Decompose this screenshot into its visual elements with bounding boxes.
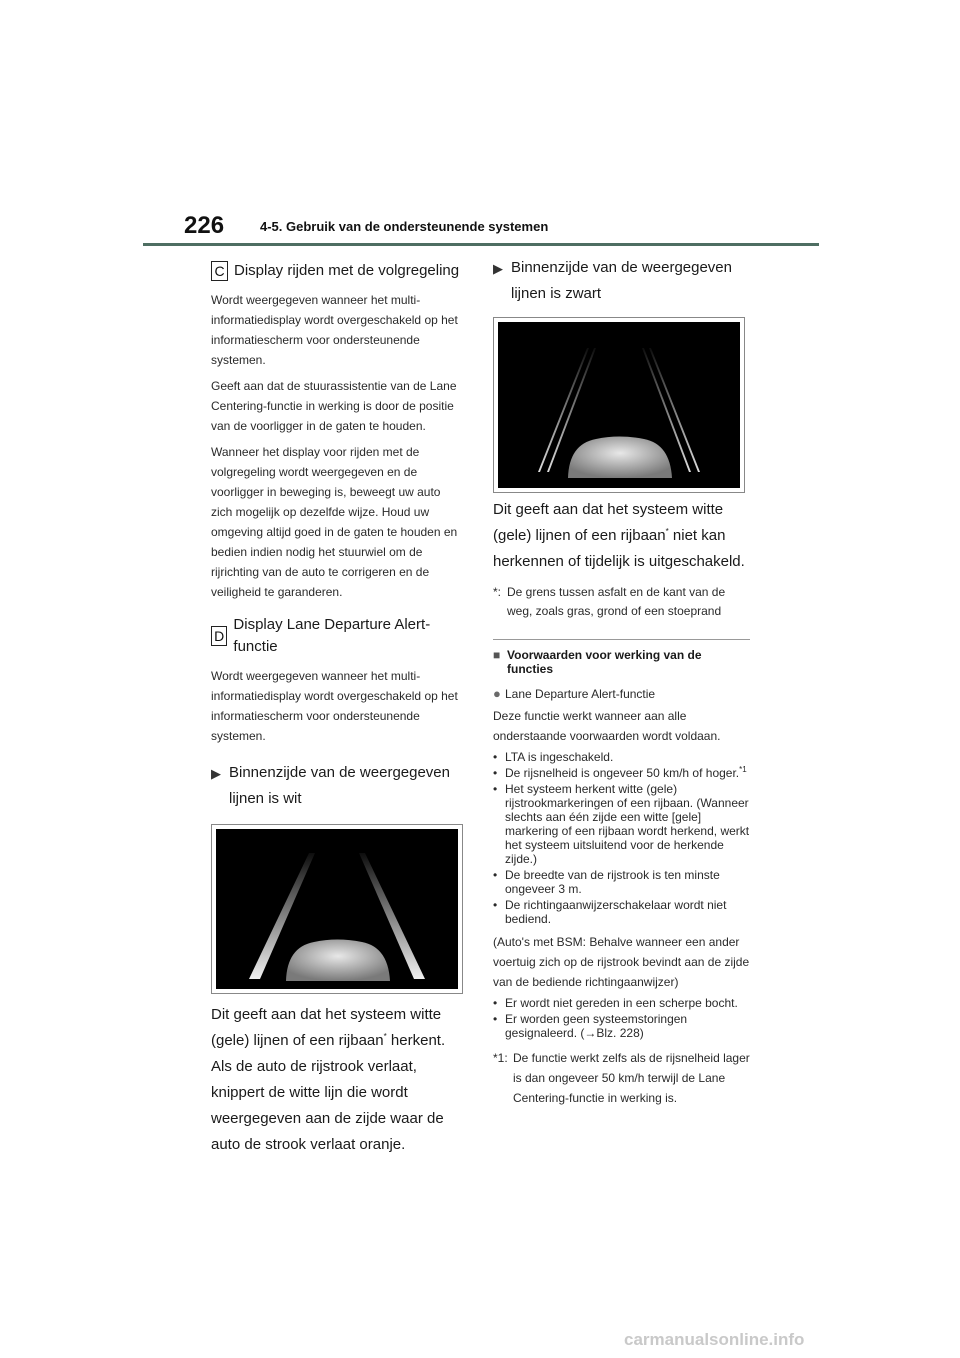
- lane-display-white-image: [216, 829, 458, 989]
- display-d-paragraph: Wordt weergegeven wanneer het multi-informatiedisplay wordt overgeschakeld op het informatiescherm voor ondersteunende systemen.: [211, 669, 458, 743]
- display-c-paragraph-2: Geeft aan dat de stuurassistentie van de Lane Centering-functie in werking is door de positie van de voorligger in de gaten te houden.: [211, 379, 457, 433]
- right-column: [493, 255, 750, 1108]
- display-c-title: Display rijden met de volgregeling: [234, 262, 460, 279]
- conditions-list: [493, 750, 750, 926]
- display-d-title: Display Lane Departure Alert-functie: [233, 616, 431, 655]
- lane-display-white-figure: [211, 824, 463, 994]
- lda-intro: Deze functie werkt wanneer aan alle onderstaande voorwaarden wordt voldaan.: [493, 709, 721, 743]
- list-item: • Er worden geen systeemstoringen gesignaleerd. (→Blz. 228): [493, 1012, 688, 1040]
- page-number: 226: [184, 212, 225, 239]
- list-item: • De richtingaanwijzerschakelaar wordt niet bediend.: [493, 898, 727, 926]
- section-header: 4-5. Gebruik van de ondersteunende systemen: [260, 219, 549, 234]
- white-lines-heading: [211, 760, 465, 812]
- footnote-road-edge: *: De grens tussen asfalt en de kant van de weg, zoals gras, grond of een stoeprand: [493, 585, 726, 618]
- white-lines-description: Dit geeft aan dat het systeem witte (gele) lijnen of een rijbaan* herkent. Als de auto de rijstrook verlaat, knippert de witte lijn die wordt weergegeven aan de zijde waar de auto de strook verlaat oranje.: [211, 1006, 446, 1153]
- white-lines-title: Binnenzijde van de weergegeven lijnen is wit: [229, 764, 450, 807]
- footnote-speed: *1: De functie werkt zelfs als de rijsnelheid lager is dan ongeveer 50 km/h terwijl de Lane Centering-functie in werking is.: [493, 1051, 750, 1105]
- lane-display-black-image: [498, 322, 740, 488]
- list-item: • Het systeem herkent witte (gele) rijstrookmarkeringen of een rijbaan. (Wanneer slechts aan één zijde een witte [gele] markering of een rijbaan wordt herkend, werkt het systeem uitsluitend voor de herkende zijde.): [493, 782, 750, 866]
- arrow-icon: ▶: [211, 766, 221, 781]
- black-lines-description: Dit geeft aan dat het systeem witte (gele) lijnen of een rijbaan* niet kan herkennen of tijdelijk is uitgeschakeld.: [493, 501, 745, 570]
- conditions-heading: ■ Voorwaarden voor werking van de functies: [493, 648, 702, 676]
- black-lines-title: Binnenzijde van de weergegeven lijnen is zwart: [511, 259, 732, 302]
- watermark: carmanualsonline.info: [624, 1330, 805, 1349]
- header-rule: [143, 243, 819, 246]
- left-column: [211, 260, 465, 1158]
- display-c-heading: [211, 260, 465, 282]
- bsm-note: (Auto's met BSM: Behalve wanneer een ander voertuig zich op de rijstrook bevindt aan de zijde van de bediende richtingaanwijzer): [493, 935, 750, 989]
- list-item: • Er wordt niet gereden in een scherpe bocht.: [493, 996, 738, 1010]
- arrow-icon: ▶: [493, 261, 503, 276]
- lane-display-black-figure: [493, 317, 745, 493]
- black-lines-heading: [493, 255, 750, 307]
- display-c-paragraph-1: Wordt weergegeven wanneer het multi-informatiedisplay wordt overgeschakeld op het informatiescherm voor ondersteunende systemen.: [211, 293, 458, 367]
- list-item: • De breedte van de rijstrook is ten minste ongeveer 3 m.: [493, 868, 720, 896]
- circle-bullet-icon: ●: [493, 686, 501, 701]
- lda-subheading: ● Lane Departure Alert-functie: [493, 684, 750, 704]
- square-bullet-icon: ■: [493, 648, 501, 662]
- list-item: • De rijsnelheid is ongeveer 50 km/h of hoger.$^{*1}$: [493, 765, 747, 780]
- label-d: D: [211, 626, 227, 646]
- list-item: • LTA is ingeschakeld.: [493, 750, 614, 764]
- display-d-heading: [211, 614, 465, 658]
- display-c-paragraph-3: Wanneer het display voor rijden met de volgregeling wordt weergegeven en de voorligger in beweging is, beweegt uw auto zich mogelijk op dezelfde wijze. Houd uw omgeving altijd goed in de gaten te houden en bedien indien nodig het stuurwiel om de rijrichting van de auto te corrigeren en de veiligheid te garanderen.: [211, 445, 458, 599]
- section-divider: [493, 639, 750, 640]
- conditions-list-2: [493, 996, 750, 1040]
- label-c: C: [211, 261, 228, 281]
